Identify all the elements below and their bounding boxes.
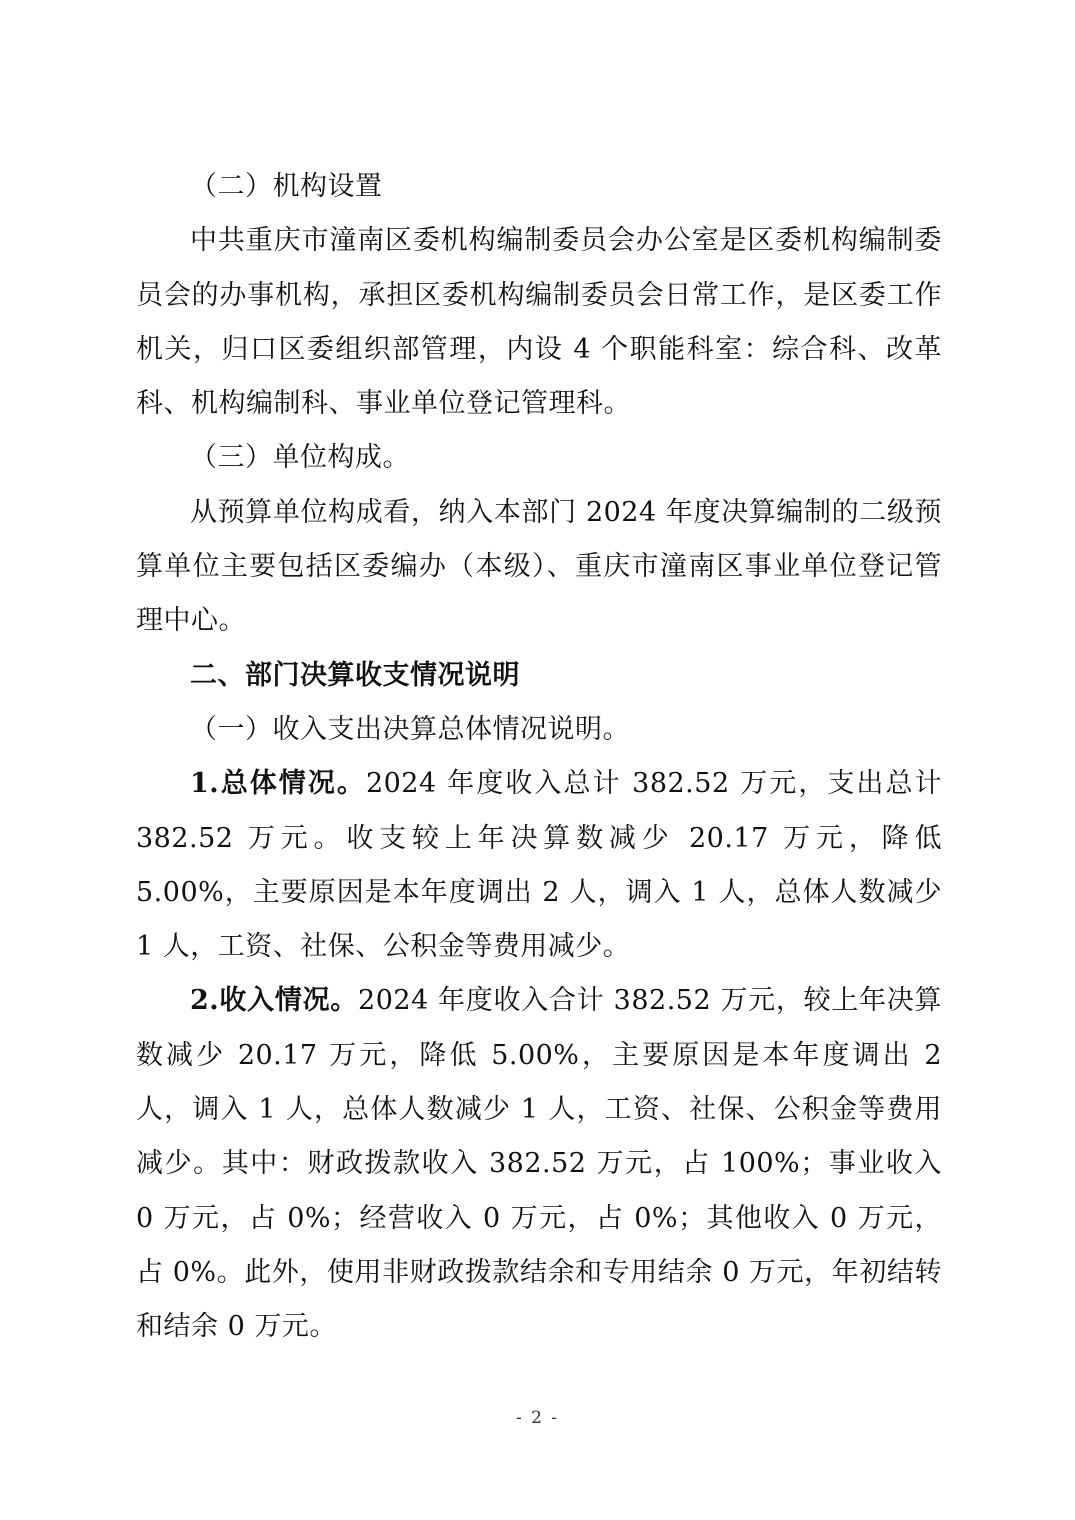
org-setup-heading: （二）机构设置 [190,171,383,202]
income-situation-text: 2024 年度收入合计 382.52 万元，较上年决算数减少 20.17 万元，降低 5.00%，主要原因是本年度调出 2 人，调入 1 人，总体人数减少 1 人，工资、社保、公积金等费用减少。其中：财政拨款收入 382.52 万元，占 100%；事业收入 0 万元，占 0%；经营收入 0 万元，占 0%；其他收入 0 万元，占 0%。此外，使用非财政拨款结余和专用结余 0 万元，年初结转和结余 0 万元。 [136,985,943,1343]
overall-situation-text: 2024 年度收入总计 382.52 万元，支出总计 382.52 万元。收支较上年决算数减少 20.17 万元，降低 5.00%，主要原因是本年度调出 2 人，调入 1 人，总体人数减少 1 人，工资、社保、公积金等费用减少。 [136,768,942,963]
section-two-heading: 二、部门决算收支情况说明 [190,659,520,691]
org-setup-paragraph: 中共重庆市潼南区委机构编制委员会办公室是区委机构编制委员会的办事机构，承担区委机构编制委员会日常工作，是区委工作机关，归口区委组织部管理，内设 4 个职能科室：综合科、改革科、机构编制科、事业单位登记管理科。 [136,225,942,420]
overall-summary-heading: （一）收入支出决算总体情况说明。 [190,713,630,745]
page-number: - 2 - [515,1408,560,1428]
overall-situation-paragraph [136,757,942,974]
unit-composition-paragraph: 从预算单位构成看，纳入本部门 2024 年度决算编制的二级预算单位主要包括区委编办（本级）、重庆市潼南区事业单位登记管理中心。 [136,496,942,637]
overall-situation-lead: 1.总体情况。 [190,768,366,800]
unit-composition-heading: （三）单位构成。 [190,442,410,474]
document-body [136,160,942,1355]
income-situation-lead: 2.收入情况。 [190,985,359,1017]
income-situation-paragraph [136,974,942,1354]
